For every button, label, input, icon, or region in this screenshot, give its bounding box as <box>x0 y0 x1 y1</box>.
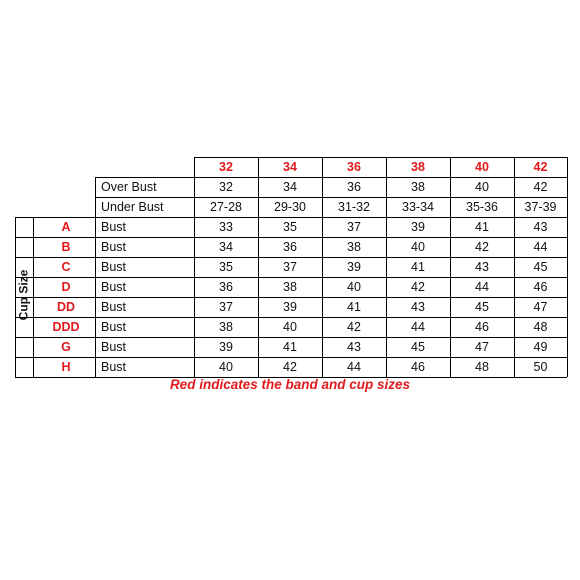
bust-value: 43 <box>411 300 425 314</box>
bust-value: 46 <box>533 280 548 294</box>
bust-value: 41 <box>475 220 489 234</box>
bust-value: 46 <box>475 320 489 334</box>
bust-value: 36 <box>283 240 297 254</box>
grid-line <box>15 277 567 278</box>
over-bust-value: 42 <box>533 180 548 194</box>
bust-value: 40 <box>411 240 425 254</box>
cup-size-title <box>15 214 32 376</box>
row-label-bust: Bust <box>101 280 127 294</box>
grid-line <box>15 357 567 358</box>
row-label-bust: Bust <box>101 300 127 314</box>
grid-line <box>514 157 515 377</box>
bust-value: 45 <box>411 340 425 354</box>
bust-value: 50 <box>533 360 548 374</box>
band-size-header: 38 <box>411 160 425 174</box>
under-bust-value: 35-36 <box>466 200 498 214</box>
row-label-bust: Bust <box>101 360 127 374</box>
bust-value: 47 <box>475 340 489 354</box>
bust-value: 44 <box>533 240 548 254</box>
bust-value: 41 <box>411 260 425 274</box>
bust-value: 42 <box>283 360 297 374</box>
over-bust-value: 36 <box>347 180 361 194</box>
bust-value: 42 <box>475 240 489 254</box>
bust-value: 34 <box>219 240 233 254</box>
row-label-bust: Bust <box>101 240 127 254</box>
bust-value: 40 <box>219 360 233 374</box>
grid-line <box>95 197 567 198</box>
bust-value: 41 <box>283 340 297 354</box>
row-label-bust: Bust <box>101 320 127 334</box>
bust-value: 38 <box>283 280 297 294</box>
under-bust-value: 29-30 <box>274 200 306 214</box>
bust-value: 37 <box>283 260 297 274</box>
grid-line <box>450 157 451 377</box>
grid-line <box>15 257 567 258</box>
bust-value: 39 <box>347 260 361 274</box>
cup-size-label: A <box>61 220 71 234</box>
bust-value: 47 <box>533 300 548 314</box>
cup-size-label: B <box>61 240 71 254</box>
bust-value: 44 <box>347 360 361 374</box>
grid-line <box>15 237 567 238</box>
bust-value: 43 <box>533 220 548 234</box>
grid-line <box>33 217 34 377</box>
bust-value: 48 <box>475 360 489 374</box>
over-bust-value: 32 <box>219 180 233 194</box>
footnote: Red indicates the band and cup sizes <box>169 377 411 392</box>
bust-value: 49 <box>533 340 548 354</box>
under-bust-value: 31-32 <box>338 200 370 214</box>
grid-line <box>15 337 567 338</box>
grid-line <box>95 177 567 178</box>
under-bust-value: 37-39 <box>524 200 557 214</box>
cup-size-label: DDD <box>52 320 80 334</box>
band-size-header: 32 <box>219 160 233 174</box>
bust-value: 39 <box>283 300 297 314</box>
bust-value: 40 <box>283 320 297 334</box>
over-bust-value: 38 <box>411 180 425 194</box>
bust-value: 42 <box>347 320 361 334</box>
grid-line <box>95 177 96 377</box>
band-size-header: 36 <box>347 160 361 174</box>
bust-value: 42 <box>411 280 425 294</box>
bust-value: 46 <box>411 360 425 374</box>
band-size-header: 34 <box>283 160 297 174</box>
bust-value: 41 <box>347 300 361 314</box>
under-bust-value: 33-34 <box>402 200 434 214</box>
under-bust-value: 27-28 <box>210 200 242 214</box>
bust-value: 44 <box>411 320 425 334</box>
grid-line <box>15 317 567 318</box>
bust-value: 37 <box>219 300 233 314</box>
row-label-bust: Bust <box>101 260 127 274</box>
bust-value: 48 <box>533 320 548 334</box>
grid-line <box>194 157 567 158</box>
bust-value: 44 <box>475 280 489 294</box>
band-size-header: 40 <box>475 160 489 174</box>
grid-line <box>15 297 567 298</box>
bust-value: 43 <box>347 340 361 354</box>
cup-size-label: DD <box>56 300 76 314</box>
bust-value: 39 <box>411 220 425 234</box>
bust-value: 45 <box>533 260 548 274</box>
bust-value: 35 <box>283 220 297 234</box>
grid-line <box>194 157 195 377</box>
bust-value: 36 <box>219 280 233 294</box>
cup-size-label: C <box>61 260 71 274</box>
grid-line <box>322 157 323 377</box>
cup-size-title-text: Cup Size <box>16 269 31 321</box>
grid-line <box>567 157 568 377</box>
bust-value: 33 <box>219 220 233 234</box>
grid-line <box>386 157 387 377</box>
cup-size-label: G <box>61 340 71 354</box>
bust-value: 38 <box>347 240 361 254</box>
row-label-bust: Bust <box>101 340 127 354</box>
bust-value: 45 <box>475 300 489 314</box>
bust-value: 43 <box>475 260 489 274</box>
row-label-under-bust: Under Bust <box>101 200 164 214</box>
bust-value: 38 <box>219 320 233 334</box>
row-label-over-bust: Over Bust <box>101 180 157 194</box>
band-size-header: 42 <box>533 160 548 174</box>
over-bust-value: 34 <box>283 180 297 194</box>
cup-size-label: H <box>61 360 71 374</box>
bust-value: 40 <box>347 280 361 294</box>
grid-line <box>258 157 259 377</box>
bust-value: 37 <box>347 220 361 234</box>
cup-size-label: D <box>61 280 71 294</box>
bust-value: 39 <box>219 340 233 354</box>
bust-value: 35 <box>219 260 233 274</box>
over-bust-value: 40 <box>475 180 489 194</box>
bra-size-chart <box>15 157 567 377</box>
row-label-bust: Bust <box>101 220 127 234</box>
grid-line <box>15 217 567 218</box>
